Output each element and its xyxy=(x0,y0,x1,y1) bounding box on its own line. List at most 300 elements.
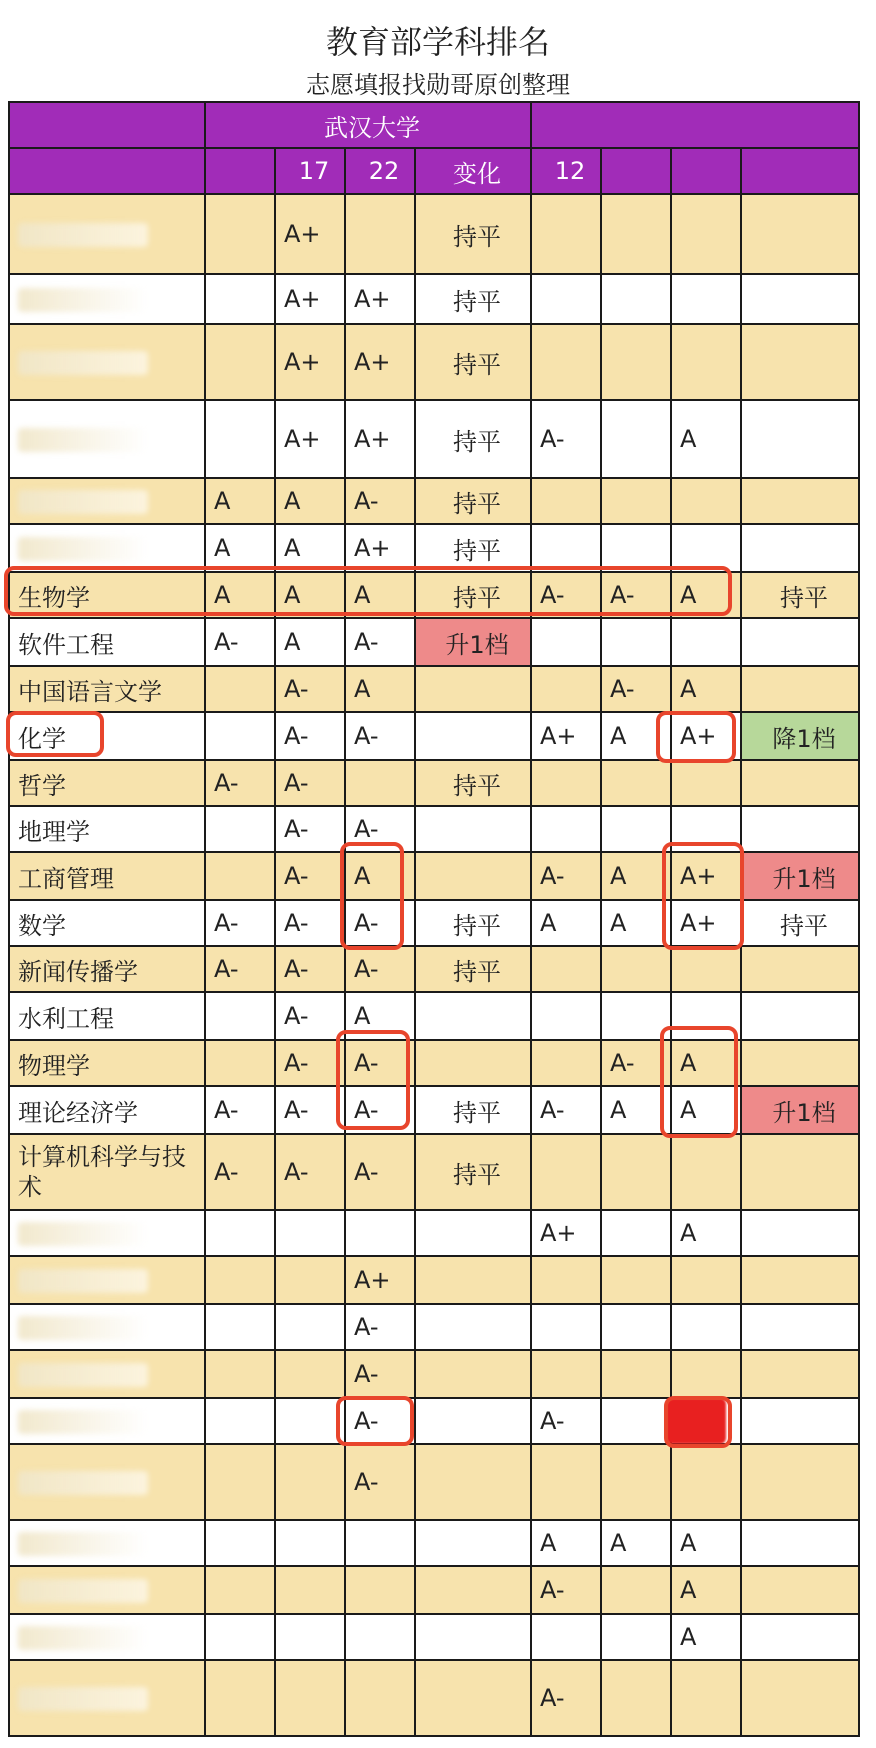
blurred-subject xyxy=(18,1269,148,1293)
grade-cell-a xyxy=(205,1304,275,1350)
grade-cell-d: 持平 xyxy=(415,1134,531,1210)
grade-cell-e xyxy=(531,1444,601,1520)
grade-cell-b: A+ xyxy=(275,274,345,324)
grade-cell-a: A- xyxy=(205,1134,275,1210)
grade-cell-c xyxy=(345,1210,415,1256)
grade-cell-a: A xyxy=(205,478,275,524)
table-row xyxy=(9,1350,859,1398)
grade-cell-e xyxy=(531,666,601,712)
grade-cell-f xyxy=(601,806,671,852)
grade-cell-g xyxy=(671,478,741,524)
subject-name xyxy=(9,400,205,478)
grade-cell-b: A- xyxy=(275,712,345,760)
grade-cell-b: A xyxy=(275,524,345,572)
table-row xyxy=(9,992,859,1040)
subject-name xyxy=(9,1520,205,1566)
grade-cell-g xyxy=(671,524,741,572)
grade-cell-g xyxy=(671,760,741,806)
grade-cell-f xyxy=(601,760,671,806)
grade-cell-a: A- xyxy=(205,618,275,666)
grade-cell-c xyxy=(345,1660,415,1736)
grade-cell-a xyxy=(205,1210,275,1256)
table-row xyxy=(9,1520,859,1566)
grade-cell-d xyxy=(415,992,531,1040)
grade-cell-f xyxy=(601,1566,671,1614)
table-row xyxy=(9,900,859,946)
grade-cell-e xyxy=(531,992,601,1040)
grade-cell-b: A- xyxy=(275,1134,345,1210)
grade-cell-e xyxy=(531,194,601,274)
grade-cell-a xyxy=(205,1614,275,1660)
grade-cell-e: A- xyxy=(531,1398,601,1444)
grade-cell-h xyxy=(741,1566,859,1614)
grade-cell-c: A- xyxy=(345,1086,415,1134)
grade-cell-d xyxy=(415,1350,531,1398)
grade-cell-g xyxy=(671,946,741,992)
grade-cell-f: A xyxy=(601,1086,671,1134)
grade-cell-a xyxy=(205,806,275,852)
table-row xyxy=(9,274,859,324)
grade-cell-c: A- xyxy=(345,1304,415,1350)
grade-cell-b: A- xyxy=(275,666,345,712)
grade-cell-e xyxy=(531,478,601,524)
grade-cell-d: 持平 xyxy=(415,1086,531,1134)
subject-name: 水利工程 xyxy=(9,992,205,1040)
grade-cell-g xyxy=(671,618,741,666)
header-row-school xyxy=(9,102,859,148)
subject-name: 中国语言文学 xyxy=(9,666,205,712)
grade-cell-g: A xyxy=(671,1210,741,1256)
grade-cell-a xyxy=(205,1350,275,1398)
grade-cell-h xyxy=(741,1304,859,1350)
grade-cell-g xyxy=(671,274,741,324)
grade-cell-a xyxy=(205,1660,275,1736)
grade-cell-b xyxy=(275,1210,345,1256)
grade-cell-e xyxy=(531,618,601,666)
table-row xyxy=(9,712,859,760)
grade-cell-c: A- xyxy=(345,712,415,760)
grade-cell-e: A- xyxy=(531,400,601,478)
grade-cell-c: A- xyxy=(345,618,415,666)
grade-cell-d xyxy=(415,1660,531,1736)
ranking-table xyxy=(8,101,860,1737)
subject-name xyxy=(9,1566,205,1614)
subject-name: 哲学 xyxy=(9,760,205,806)
grade-cell-h xyxy=(741,1520,859,1566)
table-row xyxy=(9,1566,859,1614)
grade-cell-e: A- xyxy=(531,1086,601,1134)
grade-cell-b: A- xyxy=(275,806,345,852)
subject-name xyxy=(9,194,205,274)
grade-cell-h xyxy=(741,618,859,666)
grade-cell-f xyxy=(601,1350,671,1398)
grade-cell-h xyxy=(741,1256,859,1304)
grade-cell-g xyxy=(671,1134,741,1210)
grade-cell-g: A xyxy=(671,1614,741,1660)
grade-cell-e xyxy=(531,760,601,806)
grade-cell-a: A- xyxy=(205,760,275,806)
grade-cell-b: A- xyxy=(275,1086,345,1134)
table-row xyxy=(9,1256,859,1304)
subject-name xyxy=(9,274,205,324)
grade-cell-f xyxy=(601,618,671,666)
table-row xyxy=(9,324,859,400)
blurred-red-highlight xyxy=(666,1398,726,1444)
grade-cell-a: A- xyxy=(205,1086,275,1134)
header-blurred-year xyxy=(601,148,671,194)
grade-cell-e xyxy=(531,274,601,324)
blurred-subject xyxy=(18,223,148,247)
grade-cell-c: A+ xyxy=(345,324,415,400)
grade-cell-b: A xyxy=(275,618,345,666)
grade-cell-h xyxy=(741,666,859,712)
subject-name: 工商管理 xyxy=(9,852,205,900)
grade-cell-f xyxy=(601,1398,671,1444)
header-year-17: 17 xyxy=(275,148,345,194)
grade-cell-f xyxy=(601,1660,671,1736)
grade-cell-c: A- xyxy=(345,1134,415,1210)
grade-cell-e xyxy=(531,1304,601,1350)
grade-cell-a: A- xyxy=(205,946,275,992)
subject-name xyxy=(9,1614,205,1660)
grade-cell-a xyxy=(205,400,275,478)
subject-name xyxy=(9,478,205,524)
grade-cell-a xyxy=(205,1566,275,1614)
grade-cell-c: A- xyxy=(345,1040,415,1086)
table-row xyxy=(9,946,859,992)
grade-cell-h xyxy=(741,992,859,1040)
grade-cell-f: A xyxy=(601,712,671,760)
grade-cell-b xyxy=(275,1660,345,1736)
page-subtitle: 志愿填报找勋哥原创整理 xyxy=(306,71,570,99)
grade-cell-g: A xyxy=(671,1040,741,1086)
subject-name xyxy=(9,1210,205,1256)
grade-cell-c: A+ xyxy=(345,524,415,572)
grade-cell-h xyxy=(741,1398,859,1444)
subject-name: 理论经济学 xyxy=(9,1086,205,1134)
grade-cell-h: 升1档 xyxy=(741,852,859,900)
grade-cell-d xyxy=(415,666,531,712)
table-row xyxy=(9,400,859,478)
grade-cell-a xyxy=(205,992,275,1040)
grade-cell-e: A- xyxy=(531,1660,601,1736)
grade-cell-e xyxy=(531,524,601,572)
grade-cell-c: A+ xyxy=(345,1256,415,1304)
header-blurred-year xyxy=(671,148,741,194)
grade-cell-c xyxy=(345,194,415,274)
table-row xyxy=(9,1398,859,1444)
grade-cell-b: A xyxy=(275,572,345,618)
grade-cell-c: A- xyxy=(345,946,415,992)
grade-cell-f xyxy=(601,324,671,400)
grade-cell-g xyxy=(671,1660,741,1736)
blurred-subject xyxy=(18,490,148,514)
table-row xyxy=(9,666,859,712)
grade-cell-h xyxy=(741,1350,859,1398)
subject-name: 地理学 xyxy=(9,806,205,852)
table-row xyxy=(9,1444,859,1520)
grade-cell-f xyxy=(601,194,671,274)
blurred-subject xyxy=(18,1579,148,1603)
table-row xyxy=(9,1660,859,1736)
subject-name xyxy=(9,1304,205,1350)
grade-cell-f xyxy=(601,1304,671,1350)
school-name-header: 武汉大学 xyxy=(205,102,531,148)
grade-cell-f xyxy=(601,1256,671,1304)
grade-cell-h xyxy=(741,1040,859,1086)
blurred-subject xyxy=(18,1363,148,1387)
header-year-12: 12 xyxy=(531,148,601,194)
grade-cell-e xyxy=(531,806,601,852)
page-title: 教育部学科排名 xyxy=(325,23,550,61)
blurred-subject xyxy=(18,1410,148,1434)
grade-cell-h xyxy=(741,478,859,524)
grade-cell-b xyxy=(275,1398,345,1444)
grade-cell-h xyxy=(741,946,859,992)
grade-cell-f: A- xyxy=(601,572,671,618)
grade-cell-g xyxy=(671,806,741,852)
grade-cell-b: A- xyxy=(275,760,345,806)
subject-name: 物理学 xyxy=(9,1040,205,1086)
grade-cell-c: A- xyxy=(345,1398,415,1444)
grade-cell-b: A- xyxy=(275,992,345,1040)
grade-cell-g: A xyxy=(671,1520,741,1566)
header-blurred-school xyxy=(531,102,859,148)
grade-cell-c: A xyxy=(345,572,415,618)
grade-cell-c: A- xyxy=(345,900,415,946)
blurred-subject xyxy=(18,1687,148,1711)
grade-cell-b: A xyxy=(275,478,345,524)
grade-cell-h xyxy=(741,1210,859,1256)
grade-cell-g: A xyxy=(671,400,741,478)
header-year-22: 22 xyxy=(345,148,415,194)
grade-cell-a xyxy=(205,1398,275,1444)
grade-cell-d: 持平 xyxy=(415,760,531,806)
table-row xyxy=(9,478,859,524)
grade-cell-h xyxy=(741,1444,859,1520)
grade-cell-h xyxy=(741,274,859,324)
grade-cell-b: A+ xyxy=(275,194,345,274)
grade-cell-d: 持平 xyxy=(415,324,531,400)
grade-cell-f xyxy=(601,1614,671,1660)
table-row xyxy=(9,1040,859,1086)
grade-cell-e xyxy=(531,1256,601,1304)
grade-cell-b xyxy=(275,1256,345,1304)
table-row xyxy=(9,1086,859,1134)
table-row xyxy=(9,760,859,806)
grade-cell-d: 持平 xyxy=(415,274,531,324)
subject-name: 计算机科学与技术 xyxy=(9,1134,205,1210)
grade-cell-b: A- xyxy=(275,852,345,900)
grade-cell-d xyxy=(415,1040,531,1086)
grade-cell-c xyxy=(345,760,415,806)
grade-cell-g xyxy=(671,1256,741,1304)
subject-name: 化学 xyxy=(9,712,205,760)
grade-cell-h xyxy=(741,1614,859,1660)
grade-cell-c: A xyxy=(345,852,415,900)
grade-cell-g xyxy=(671,1350,741,1398)
grade-cell-c xyxy=(345,1566,415,1614)
grade-cell-d: 升1档 xyxy=(415,618,531,666)
grade-cell-f xyxy=(601,1444,671,1520)
subject-name xyxy=(9,1350,205,1398)
header-row-years xyxy=(9,148,859,194)
grade-cell-b: A+ xyxy=(275,400,345,478)
grade-cell-g: A+ xyxy=(671,852,741,900)
grade-cell-f: A xyxy=(601,1520,671,1566)
grade-cell-f xyxy=(601,1134,671,1210)
grade-cell-g: A xyxy=(671,1566,741,1614)
grade-cell-d xyxy=(415,1210,531,1256)
grade-cell-d xyxy=(415,1614,531,1660)
grade-cell-f xyxy=(601,1210,671,1256)
table-row xyxy=(9,852,859,900)
grade-cell-g: A xyxy=(671,572,741,618)
grade-cell-d xyxy=(415,1520,531,1566)
grade-cell-d xyxy=(415,712,531,760)
subject-name xyxy=(9,1660,205,1736)
grade-cell-h xyxy=(741,194,859,274)
grade-cell-e xyxy=(531,1350,601,1398)
grade-cell-d: 持平 xyxy=(415,572,531,618)
grade-cell-b xyxy=(275,1444,345,1520)
grade-cell-d: 持平 xyxy=(415,400,531,478)
grade-cell-e: A xyxy=(531,900,601,946)
grade-cell-f xyxy=(601,524,671,572)
grade-cell-d: 持平 xyxy=(415,524,531,572)
grade-cell-d: 持平 xyxy=(415,946,531,992)
grade-cell-c: A- xyxy=(345,1444,415,1520)
grade-cell-b xyxy=(275,1614,345,1660)
grade-cell-h: 降1档 xyxy=(741,712,859,760)
grade-cell-f: A xyxy=(601,900,671,946)
grade-cell-g xyxy=(671,324,741,400)
grade-cell-g xyxy=(671,1444,741,1520)
grade-cell-h xyxy=(741,324,859,400)
grade-cell-a xyxy=(205,666,275,712)
grade-cell-c: A- xyxy=(345,1350,415,1398)
grade-cell-a: A xyxy=(205,524,275,572)
grade-cell-c: A- xyxy=(345,478,415,524)
grade-cell-d xyxy=(415,1566,531,1614)
table-row xyxy=(9,1210,859,1256)
grade-cell-e xyxy=(531,1040,601,1086)
grade-cell-e: A- xyxy=(531,852,601,900)
grade-cell-c xyxy=(345,1614,415,1660)
grade-cell-h: 持平 xyxy=(741,900,859,946)
grade-cell-e xyxy=(531,1134,601,1210)
grade-cell-b: A- xyxy=(275,946,345,992)
subject-name: 新闻传播学 xyxy=(9,946,205,992)
blurred-subject xyxy=(18,1471,148,1495)
grade-cell-b xyxy=(275,1566,345,1614)
grade-cell-f xyxy=(601,992,671,1040)
grade-cell-a xyxy=(205,1444,275,1520)
grade-cell-a xyxy=(205,1040,275,1086)
grade-cell-f: A- xyxy=(601,1040,671,1086)
grade-cell-c xyxy=(345,1520,415,1566)
grade-cell-d xyxy=(415,1444,531,1520)
table-row xyxy=(9,572,859,618)
header-blank xyxy=(9,102,205,148)
grade-cell-d: 持平 xyxy=(415,900,531,946)
grade-cell-e xyxy=(531,324,601,400)
grade-cell-e: A- xyxy=(531,572,601,618)
grade-cell-a xyxy=(205,324,275,400)
grade-cell-g: A xyxy=(671,1086,741,1134)
table-row xyxy=(9,524,859,572)
blurred-subject xyxy=(18,351,148,375)
grade-cell-d: 持平 xyxy=(415,478,531,524)
subject-name xyxy=(9,1444,205,1520)
grade-cell-a xyxy=(205,1256,275,1304)
blurred-subject xyxy=(18,1316,148,1340)
grade-cell-a xyxy=(205,274,275,324)
subject-name xyxy=(9,324,205,400)
grade-cell-g xyxy=(671,194,741,274)
subject-name: 软件工程 xyxy=(9,618,205,666)
table-row xyxy=(9,1614,859,1660)
grade-cell-f xyxy=(601,946,671,992)
grade-cell-d xyxy=(415,1398,531,1444)
grade-cell-h xyxy=(741,1660,859,1736)
table-row xyxy=(9,1134,859,1210)
grade-cell-g xyxy=(671,992,741,1040)
grade-cell-a: A- xyxy=(205,900,275,946)
grade-cell-f xyxy=(601,274,671,324)
grade-cell-f xyxy=(601,478,671,524)
grade-cell-f: A xyxy=(601,852,671,900)
header-blank xyxy=(9,148,205,194)
blurred-subject xyxy=(18,428,148,452)
grade-cell-g: A xyxy=(671,666,741,712)
blurred-subject xyxy=(18,1222,148,1246)
grade-cell-e: A xyxy=(531,1520,601,1566)
subject-name xyxy=(9,1398,205,1444)
grade-cell-b xyxy=(275,1520,345,1566)
grade-cell-e: A+ xyxy=(531,1210,601,1256)
blurred-subject xyxy=(18,1532,148,1556)
header-change: 变化 xyxy=(415,148,531,194)
grade-cell-h xyxy=(741,400,859,478)
grade-cell-c: A+ xyxy=(345,400,415,478)
grade-cell-f xyxy=(601,400,671,478)
grade-cell-h: 持平 xyxy=(741,572,859,618)
grade-cell-g xyxy=(671,1304,741,1350)
grade-cell-d xyxy=(415,852,531,900)
grade-cell-d: 持平 xyxy=(415,194,531,274)
subject-name: 数学 xyxy=(9,900,205,946)
grade-cell-h xyxy=(741,1134,859,1210)
grade-cell-d xyxy=(415,1304,531,1350)
grade-cell-a xyxy=(205,712,275,760)
header-blurred-year xyxy=(205,148,275,194)
table-row xyxy=(9,618,859,666)
grade-cell-e xyxy=(531,1614,601,1660)
blurred-subject xyxy=(18,537,148,561)
grade-cell-c: A xyxy=(345,666,415,712)
grade-cell-g: A+ xyxy=(671,900,741,946)
grade-cell-a xyxy=(205,1520,275,1566)
grade-cell-a xyxy=(205,852,275,900)
table-row xyxy=(9,1304,859,1350)
grade-cell-c: A xyxy=(345,992,415,1040)
grade-cell-h xyxy=(741,806,859,852)
grade-cell-d xyxy=(415,1256,531,1304)
grade-cell-c: A+ xyxy=(345,274,415,324)
blurred-subject xyxy=(18,1626,148,1650)
grade-cell-e: A- xyxy=(531,1566,601,1614)
